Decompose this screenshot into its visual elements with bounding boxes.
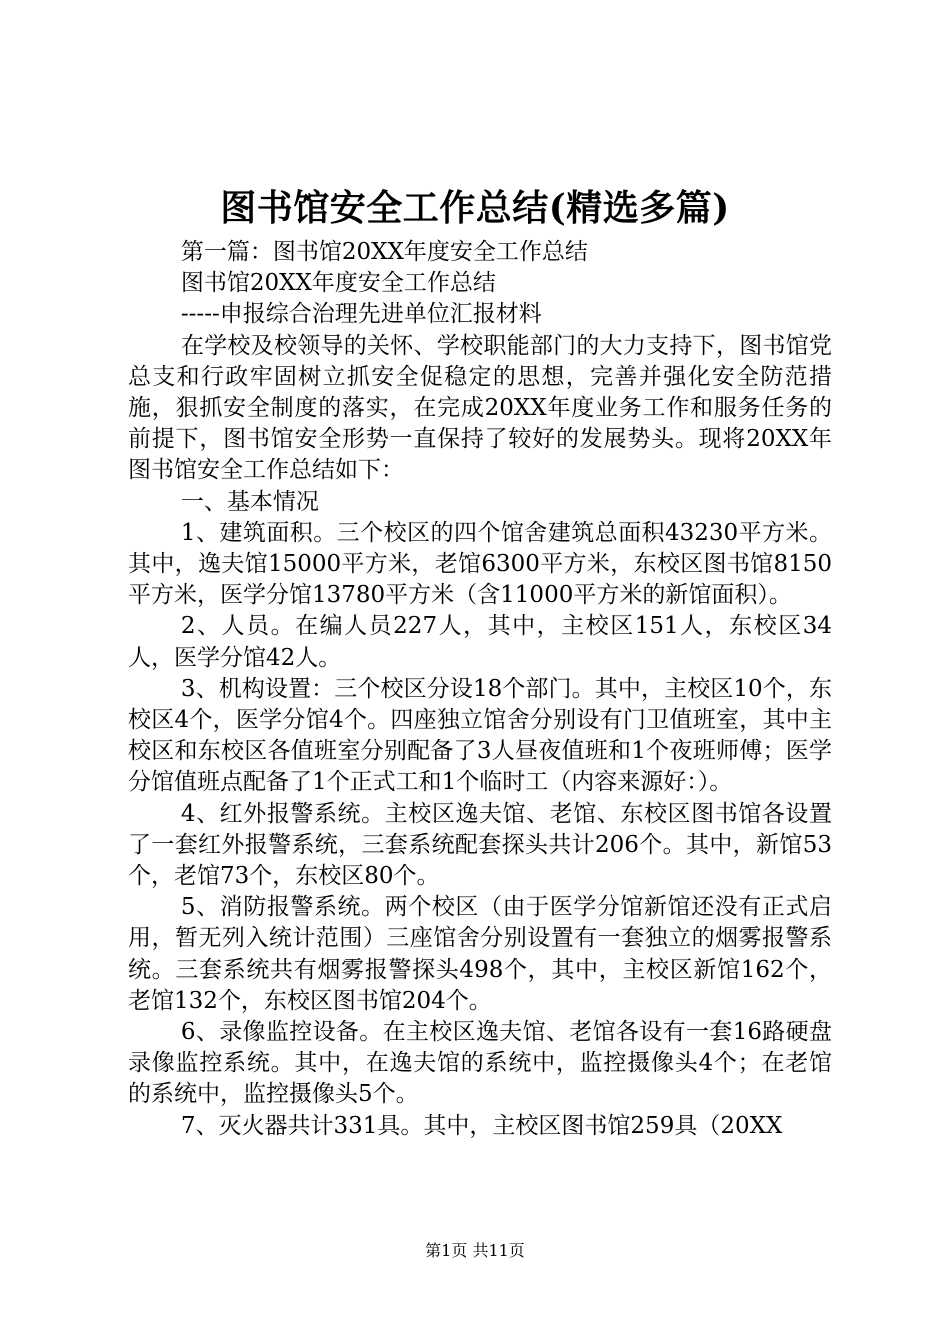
paragraph-organization: 3、机构设置：三个校区分设18个部门。其中，主校区10个，东校区4个，医学分馆4个。四座独立馆舍分别设有门卫值班室，其中主校区和东校区各值班室分别配备了3人昼夜值班和1个夜班师傅；医学分馆值班点配备了1个正式工和1个临时工（内容来源好：）。	[128, 675, 832, 796]
subtitle-line: 图书馆20XX年度安全工作总结	[180, 270, 496, 297]
subtitle-note: -----申报综合治理先进单位汇报材料	[180, 301, 542, 328]
paragraph-extinguishers: 7、灭火器共计331具。其中，主校区图书馆259具（20XX	[180, 1112, 783, 1139]
page-footer: 第1页 共11页	[425, 1241, 525, 1260]
paragraph-infrared-alarm: 4、红外报警系统。主校区逸夫馆、老馆、东校区图书馆各设置了一套红外报警系统，三套系统配套探头共计206个。其中，新馆53个，老馆73个，东校区80个。	[128, 800, 832, 890]
document-title: 图书馆安全工作总结(精选多篇)	[220, 187, 730, 229]
document-body	[128, 237, 832, 1142]
paragraph-staff: 2、人员。在编人员227人，其中，主校区151人，东校区34人，医学分馆42人。	[128, 613, 832, 671]
paragraph-video-monitoring: 6、录像监控设备。在主校区逸夫馆、老馆各设有一套16路硬盘录像监控系统。其中，在逸夫馆的系统中，监控摄像头4个；在老馆的系统中，监控摄像头5个。	[128, 1019, 832, 1108]
paragraph-fire-alarm: 5、消防报警系统。两个校区（由于医学分馆新馆还没有正式启用，暂无列入统计范围）三座馆舍分别设置有一套独立的烟雾报警系统。三套系统共有烟雾报警探头498个，其中，主校区新馆162个，老馆132个，东校区图书馆204个。	[128, 894, 832, 1014]
paragraph-intro: 在学校及校领导的关怀、学校职能部门的大力支持下，图书馆党总支和行政牢固树立抓安全促稳定的思想，完善并强化安全防范措施，狠抓安全制度的落实，在完成20XX年度业务工作和服务任务的前提下，图书馆安全形势一直保持了较好的发展势头。现将20XX年图书馆安全工作总结如下：	[128, 332, 832, 484]
section-heading: 第一篇：图书馆20XX年度安全工作总结	[180, 239, 588, 265]
section-heading-basic: 一、基本情况	[180, 488, 319, 515]
paragraph-area: 1、建筑面积。三个校区的四个馆舍建筑总面积43230平方米。其中，逸夫馆15000平方米，老馆6300平方米，东校区图书馆8150平方米，医学分馆13780平方米（含11000平方米的新馆面积）。	[128, 519, 832, 609]
